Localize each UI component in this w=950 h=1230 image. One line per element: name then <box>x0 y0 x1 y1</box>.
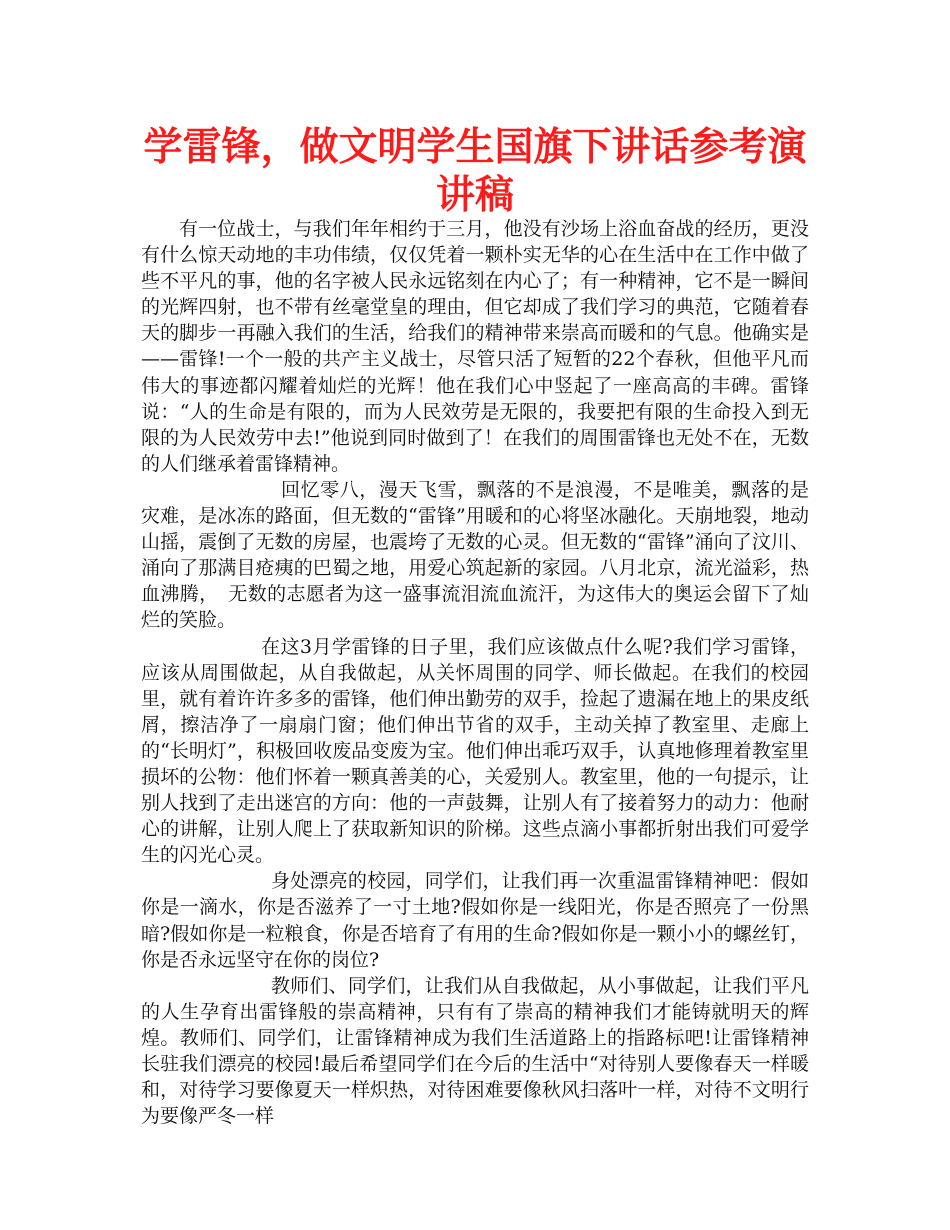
paragraph-1: 有一位战士，与我们年年相约于三月，他没有沙场上浴血奋战的经历，更没有什么惊天动地的丰功伟绩，仅仅凭着一颗朴实无华的心在生活中在工作中做了些不平凡的事，他的名字被人民永远铭刻在内心了；有一种精神，它不是一瞬间的光辉四射，也不带有丝毫堂皇的理由，但它却成了我们学习的典范，它随着春天的脚步一再融入我们的生活，给我们的精神带来崇高而暖和的气息。他确实是——雷锋!一个一般的共产主义战士，尽管只活了短暂的22个春秋，但他平凡而伟大的事迹都闪耀着灿烂的光辉！他在我们心中竖起了一座高高的丰碑。雷锋说：“人的生命是有限的，而为人民效劳是无限的，我要把有限的生命投入到无限的为人民效劳中去!”他说到同时做到了！在我们的周围雷锋也无处不在，无数的人们继承着雷锋精神。 <box>141 218 809 475</box>
document-title: 学雷锋，做文明学生国旗下讲话参考演讲稿 <box>143 125 807 218</box>
document-body <box>141 216 809 1129</box>
paragraph-4: 身处漂亮的校园，同学们，让我们再一次重温雷锋精神吧：假如你是一滴水，你是否滋养了一寸土地?假如你是一线阳光，你是否照亮了一份黑暗?假如你是一粒粮食，你是否培育了有用的生命?假如你是一颗小小的螺丝钉，你是否永远坚守在你的岗位? <box>141 870 809 971</box>
paragraph-3: 在这3月学雷锋的日子里，我们应该做点什么呢?我们学习雷锋，应该从周围做起，从自我做起，从关怀周围的同学、师长做起。在我们的校园里，就有着许许多多的雷锋，他们伸出勤劳的双手，捡起了遗漏在地上的果皮纸屑，擦洁净了一扇扇门窗；他们伸出节省的双手，主动关掉了教室里、走廊上的“长明灯”，积极回收废品变废为宝。他们伸出乖巧双手，认真地修理着教室里损坏的公物：他们怀着一颗真善美的心，关爱别人。教室里，他的一句提示，让别人找到了走出迷宫的方向：他的一声鼓舞，让别人有了接着努力的动力：他耐心的讲解，让别人爬上了获取新知识的阶梯。这些点滴小事都折射出我们可爱学生的闪光心灵。 <box>141 635 809 867</box>
paragraph-5: 教师们、同学们，让我们从自我做起，从小事做起，让我们平凡的人生孕育出雷锋般的崇高精神，只有有了崇高的精神我们才能铸就明天的辉煌。教师们、同学们，让雷锋精神成为我们生活道路上的指路标吧!让雷锋精神长驻我们漂亮的校园!最后希望同学们在今后的生活中“对待别人要像春天一样暖和，对待学习要像夏天一样炽热，对待困难要像秋风扫落叶一样，对待不文明行为要像严冬一样 <box>141 974 809 1128</box>
paragraph-2: 回忆零八，漫天飞雪，飘落的不是浪漫，不是唯美，飘落的是灾难，是冰冻的路面，但无数的“雷锋”用暖和的心将坚冰融化。天崩地裂，地动山摇，震倒了无数的房屋，也震垮了无数的心灵。但无数的“雷锋”涌向了汶川、涌向了那满目疮痍的巴蜀之地，用爱心筑起新的家园。八月北京，流光溢彩，热血沸腾， 无数的志愿者为这一盛事流泪流血流汗，为这伟大的奥运会留下了灿烂的笑脸。 <box>141 478 809 632</box>
